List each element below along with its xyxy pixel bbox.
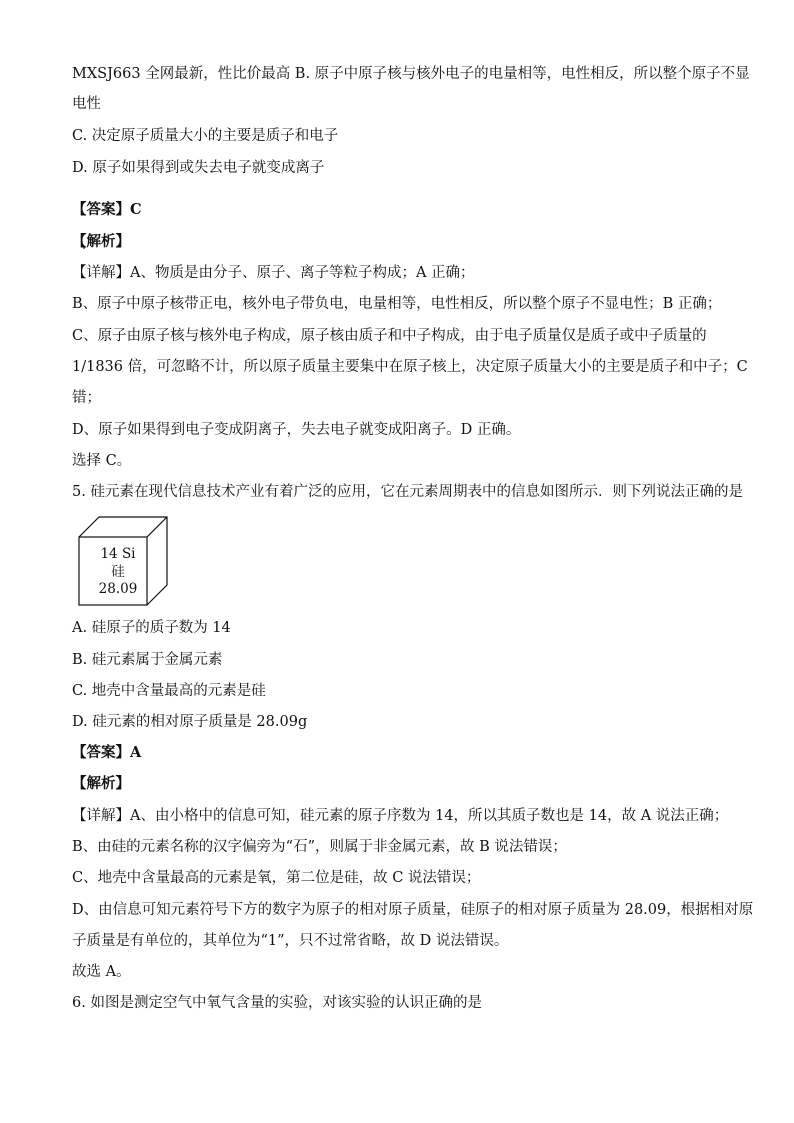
option-b: B. 硅元素属于金属元素 — [72, 652, 223, 668]
option-a: A. 硅原子的质子数为 14 — [72, 620, 231, 636]
explanation-line: 错； — [72, 390, 101, 406]
explanation-line: 【详解】A、物质是由分子、原子、离子等粒子构成；A 正确； — [72, 265, 475, 281]
text-line: 电性 — [72, 96, 101, 112]
explanation-line: C、原子由原子核与核外电子构成，原子核由质子和中子构成，由于电子质量仅是质子或中子质量的 — [72, 328, 707, 344]
conclusion-line: 选择 C。 — [72, 453, 132, 469]
answer-label: 【答案】C — [72, 201, 142, 218]
element-card-cube — [78, 516, 168, 606]
explanation-line: 【详解】A、由小格中的信息可知，硅元素的原子序数为 14，所以其质子数也是 14，故 A 说法正确； — [72, 808, 729, 824]
explanation-line: D、原子如果得到电子变成阴离子，失去电子就变成阳离子。D 正确。 — [72, 422, 521, 438]
option-c: C. 决定原子质量大小的主要是质子和电子 — [72, 128, 339, 144]
option-d: D. 原子如果得到或失去电子就变成离子 — [72, 160, 325, 176]
explanation-line: D、由信息可知元素符号下方的数字为原子的相对原子质量，硅原子的相对原子质量为 28.09，根据相对原 — [72, 902, 754, 918]
text-line: MXSJ663 全网最新，性比价最高 B. 原子中原子核与核外电子的电量相等，电性相反，所以整个原子不显 — [72, 66, 750, 82]
element-mass: 28.09 — [98, 581, 138, 597]
answer-label: 【答案】A — [72, 744, 142, 761]
question-5: 5. 硅元素在现代信息技术产业有着广泛的应用，它在元素周期表中的信息如图所示．则下列说法正确的是 — [72, 484, 743, 500]
explanation-line: B、由硅的元素名称的汉字偏旁为“石”，则属于非金属元素，故 B 说法错误； — [72, 839, 567, 855]
question-6: 6. 如图是测定空气中氧气含量的实验，对该实验的认识正确的是 — [72, 995, 482, 1011]
explanation-line: 1/1836 倍，可忽略不计，所以原子质量主要集中在原子核上，决定原子质量大小的主要是质子和中子；C — [72, 359, 748, 375]
option-d: D. 硅元素的相对原子质量是 28.09g — [72, 714, 308, 730]
conclusion-line: 故选 A。 — [72, 964, 131, 980]
analysis-label: 【解析】 — [72, 775, 130, 792]
explanation-line: B、原子中原子核带正电，核外电子带负电，电量相等，电性相反，所以整个原子不显电性；B 正确； — [72, 296, 722, 312]
element-number-symbol: 14 Si — [100, 546, 136, 562]
element-name: 硅 — [111, 564, 125, 580]
explanation-line: 子质量是有单位的，其单位为“1”，只不过常省略，故 D 说法错误。 — [72, 933, 509, 949]
explanation-line: C、地壳中含量最高的元素是氧，第二位是硅，故 C 说法错误； — [72, 870, 481, 886]
option-c: C. 地壳中含量最高的元素是硅 — [72, 683, 266, 699]
analysis-label: 【解析】 — [72, 233, 130, 250]
